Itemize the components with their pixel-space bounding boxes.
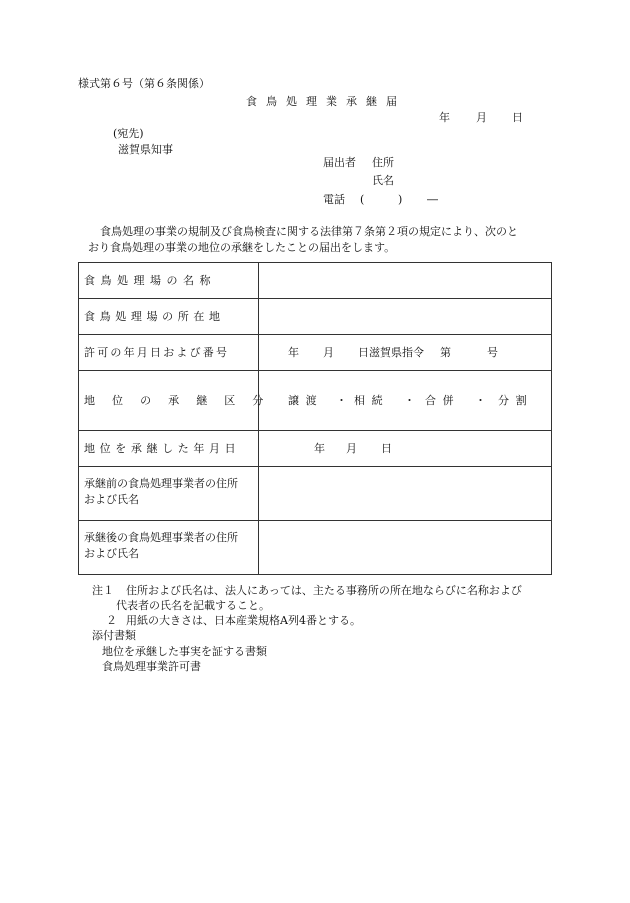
- name-label: 氏名: [372, 174, 394, 187]
- permit-no: 第: [440, 346, 451, 359]
- label-succession-date: 地位を承継した年月日: [84, 442, 241, 455]
- permit-day-prefecture: 日滋賀県指令: [358, 346, 424, 359]
- row-divider: [78, 334, 551, 335]
- address-label: 住所: [372, 156, 394, 169]
- separator-dot: ・: [336, 394, 347, 407]
- label-succession-type: 地位の承継区分: [84, 394, 281, 407]
- label-successor-line-2: および氏名: [84, 547, 139, 560]
- succession-inheritance: 相続: [354, 394, 390, 407]
- succession-day: 日: [381, 442, 392, 455]
- intro-line-1: 食鳥処理の事業の規制及び食鳥検査に関する法律第７条第２項の規定により、次のと: [100, 225, 518, 238]
- submitter-label: 届出者: [323, 156, 356, 169]
- separator-dot: ・: [475, 394, 486, 407]
- page-title: 食 鳥 処 理 業 承 継 届: [246, 95, 400, 108]
- row-divider: [78, 520, 551, 521]
- note-1-line-2: 代表者の氏名を記載すること。: [116, 599, 270, 612]
- attachment-item: 食鳥処理事業許可書: [102, 660, 201, 673]
- succession-month: 月: [346, 442, 357, 455]
- attachments-heading: 添付書類: [92, 629, 136, 642]
- permit-month: 月: [323, 346, 334, 359]
- separator-dot: ・: [404, 394, 415, 407]
- date-day: 日: [512, 111, 523, 124]
- label-predecessor-line-2: および氏名: [84, 493, 139, 506]
- permit-year: 年: [288, 346, 299, 359]
- label-predecessor-line-1: 承継前の食鳥処理事業者の住所: [84, 477, 238, 490]
- note-2-heading: ２: [106, 614, 117, 627]
- row-divider: [78, 430, 551, 431]
- label-permit-date-number: 許可の年月日および番号: [84, 346, 230, 359]
- date-year: 年: [439, 111, 450, 124]
- succession-split: 分割: [498, 394, 534, 407]
- note-1-heading: 注１: [92, 584, 114, 597]
- form-number: 様式第６号（第６条関係）: [78, 77, 210, 90]
- note-1-line-1: 住所および氏名は、法人にあっては、主たる事務所の所在地ならびに名称および: [126, 584, 522, 597]
- row-divider: [78, 370, 551, 371]
- phone-open-paren: (: [360, 193, 365, 206]
- addressee-label: (宛先): [113, 127, 144, 140]
- table-column-divider: [258, 262, 259, 575]
- label-successor-line-1: 承継後の食鳥処理事業者の住所: [84, 531, 238, 544]
- phone-dash: ―: [427, 193, 438, 206]
- form-table: [78, 262, 552, 575]
- permit-go: 号: [487, 346, 498, 359]
- intro-line-2: おり食鳥処理の事業の地位の承継をしたことの届出をします。: [88, 241, 396, 254]
- succession-year: 年: [314, 442, 325, 455]
- addressee-name: 滋賀県知事: [118, 143, 173, 156]
- phone-label: 電話: [323, 193, 345, 206]
- date-month: 月: [476, 111, 487, 124]
- succession-transfer: 譲渡: [288, 394, 324, 407]
- label-facility-name: 食鳥処理場の名称: [84, 274, 216, 287]
- row-divider: [78, 298, 551, 299]
- note-2-text: 用紙の大きさは、日本産業規格A列4番とする。: [126, 614, 361, 627]
- row-divider: [78, 466, 551, 467]
- label-facility-location: 食鳥処理場の所在地: [84, 310, 225, 323]
- succession-merger: 合併: [425, 394, 461, 407]
- attachment-item: 地位を承継した事実を証する書類: [102, 645, 267, 658]
- phone-close-paren: ): [398, 193, 403, 206]
